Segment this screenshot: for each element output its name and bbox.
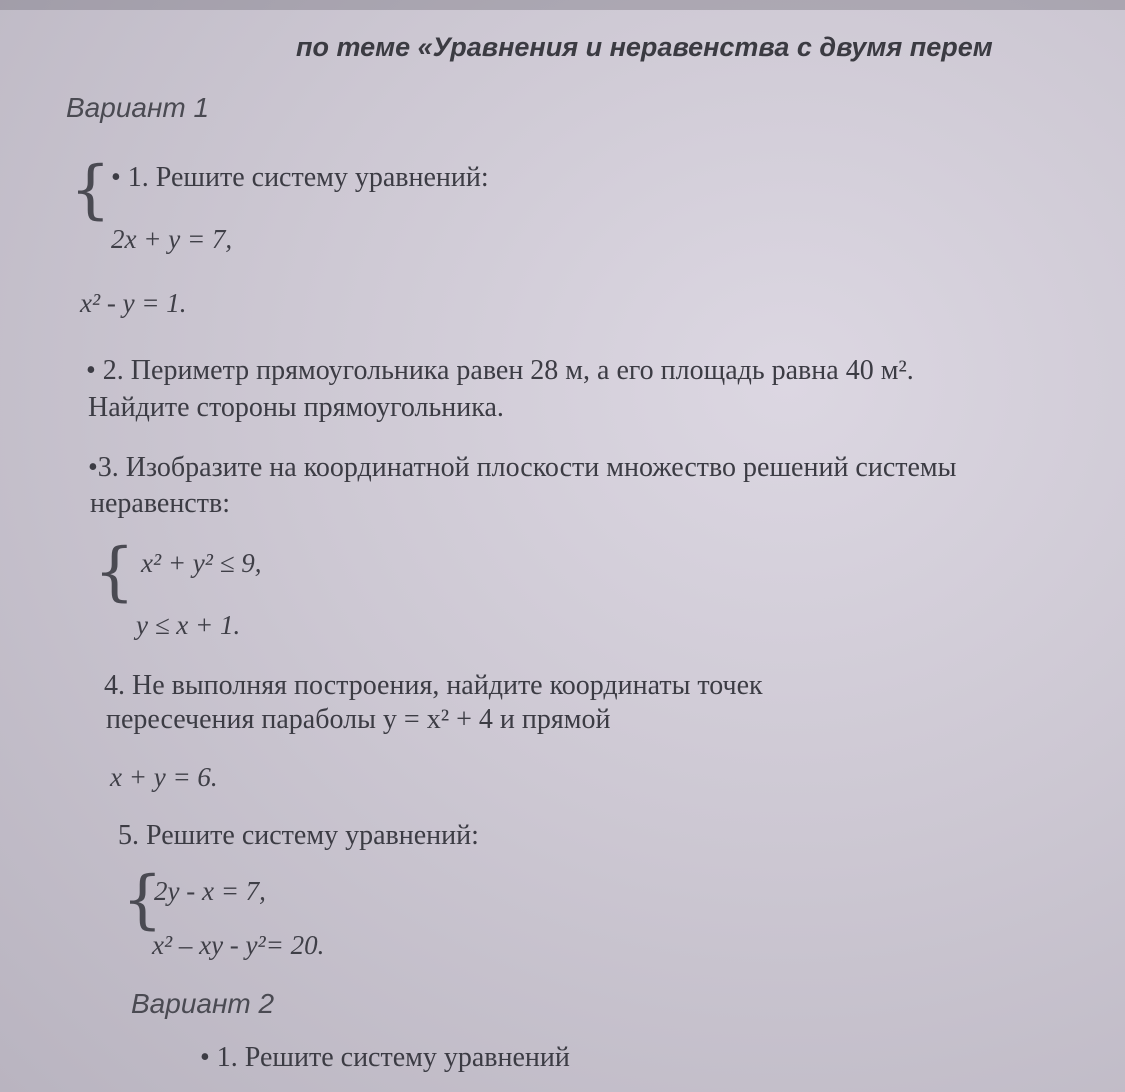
task-3-line-2: неравенств: bbox=[90, 488, 230, 519]
task-3-inequality-2: y ≤ x + 1. bbox=[136, 610, 241, 640]
task-4-line-2: пересечения параболы y = x² + 4 и прямой bbox=[106, 704, 611, 735]
system-brace: { bbox=[122, 863, 163, 937]
task-5-equation-1: 2y - x = 7, bbox=[154, 876, 266, 906]
variant-2-task-1-text: • 1. Решите систему уравнений bbox=[200, 1042, 570, 1073]
task-5-equation-2: x² – xy - y²= 20. bbox=[152, 930, 325, 960]
task-2-line-2: Найдите стороны прямоугольника. bbox=[88, 392, 504, 423]
page-top-shadow bbox=[0, 0, 1125, 10]
variant-2-label: Вариант 2 bbox=[131, 988, 275, 1019]
task-2-line-1: • 2. Периметр прямоугольника равен 28 м, а его площадь равна 40 м². bbox=[86, 355, 914, 386]
task-1-equation-2: x² - y = 1. bbox=[80, 288, 187, 318]
task-4-line-1: 4. Не выполняя построения, найдите координаты точек bbox=[104, 670, 763, 701]
task-1-equation-1: 2x + y = 7, bbox=[111, 224, 233, 254]
task-1-text: • 1. Решите систему уравнений: bbox=[111, 162, 489, 193]
system-brace: { bbox=[70, 153, 111, 227]
system-brace: { bbox=[94, 535, 135, 609]
task-3-inequality-1: x² + y² ≤ 9, bbox=[141, 548, 262, 578]
document-heading: по теме «Уравнения и неравенства с двумя перем bbox=[296, 32, 993, 62]
task-4-equation: x + y = 6. bbox=[110, 762, 218, 792]
task-3-line-1: •3. Изобразите на координатной плоскости множество решений системы bbox=[88, 452, 957, 483]
variant-1-label: Вариант 1 bbox=[66, 92, 210, 123]
task-5-text: 5. Решите систему уравнений: bbox=[118, 820, 479, 851]
